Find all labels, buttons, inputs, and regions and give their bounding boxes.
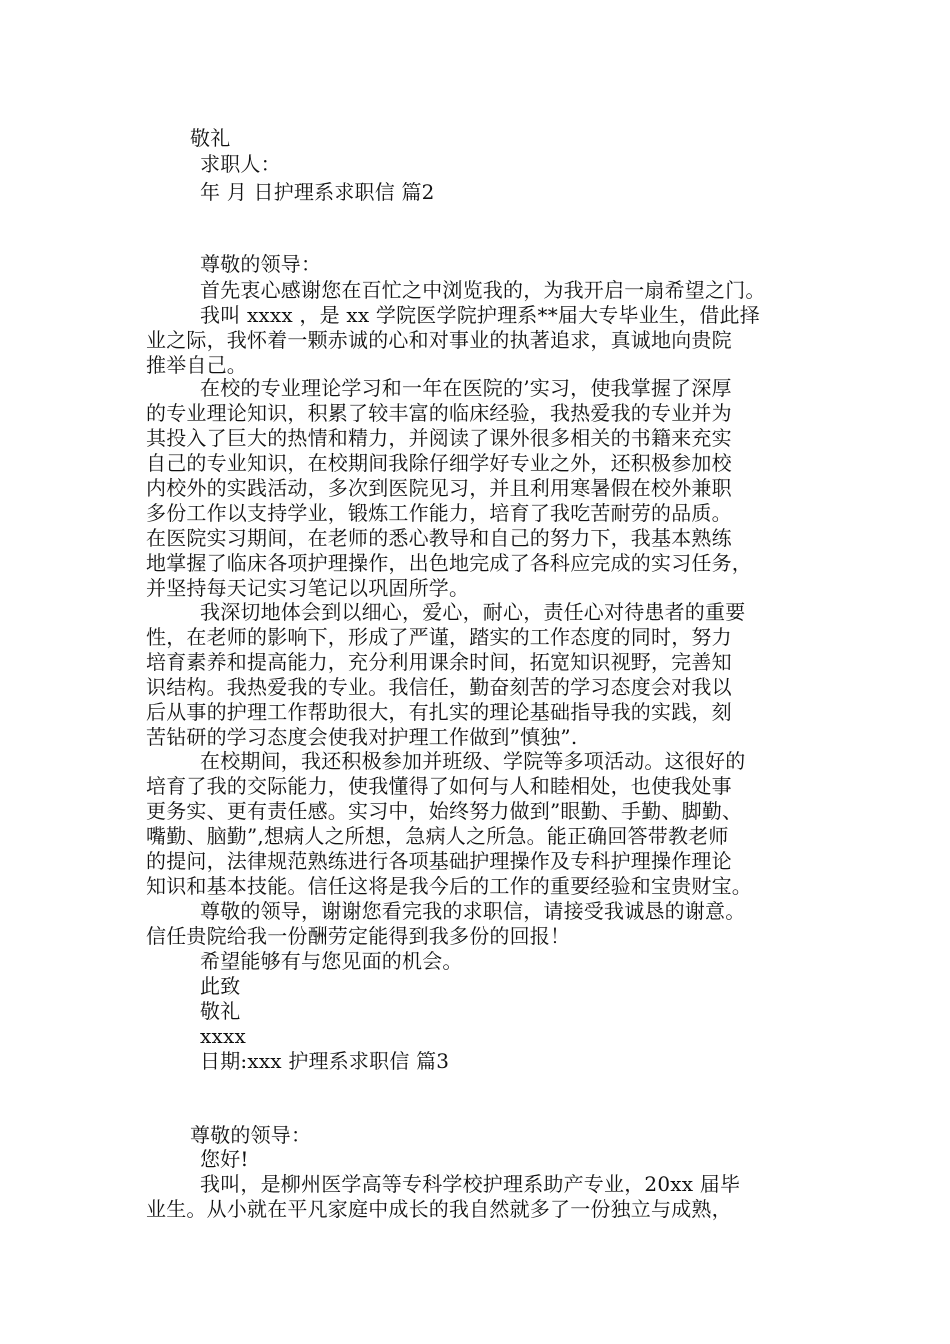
body-line: 在医院实习期间，在老师的悉心教导和自己的努力下，我基本熟练 [146,526,732,550]
body-line: 识结构。我热爱我的专业。我信任，勤奋刻苦的学习态度会对我以 [146,675,732,699]
body-line: 后从事的护理工作帮助很大，有扎实的理论基础指导我的实践，刻 [146,700,732,724]
body-line: 推举自己。 [146,353,247,377]
closing-line: 此致 [200,974,241,998]
body-line: 信任贵院给我一份酬劳定能得到我多份的回报！ [146,924,571,948]
body-line: 苦钻研的学习态度会使我对护理工作做到”慎独”. [146,725,578,749]
body-line: 的提问，法律规范熟练进行各项基础护理操作及专科护理操作理论 [146,849,732,873]
body-line: 在校期间，我还积极参加并班级、学院等多项活动。这很好的 [200,749,746,773]
body-line: 业之际，我怀着一颗赤诚的心和对事业的执著追求，真诚地向贵院 [146,328,732,352]
salutation-line: 尊敬的领导： [200,252,322,276]
body-line: 地掌握了临床各项护理操作，出色地完成了各科应完成的实习任务， [146,551,752,575]
applicant-signature-line: 求职人： [200,152,281,176]
closing-salute-line: 敬礼 [190,126,231,150]
body-line: 更务实、更有责任感。实习中，始终努力做到”眼勤、手勤、脚勤、 [146,799,743,823]
body-line: 自己的专业知识，在校期间我除仔细学好专业之外，还积极参加校 [146,451,732,475]
body-line: 培育素养和提高能力，充分利用课余时间，拓宽知识视野，完善知 [146,650,732,674]
body-line: 其投入了巨大的热情和精力，并阅读了课外很多相关的书籍来充实 [146,426,732,450]
closing-salute-line: 敬礼 [200,999,241,1023]
date-and-section-heading: 年 月 日护理系求职信 篇2 [200,180,435,204]
body-line: 在校的专业理论学习和一年在医院的’实习，使我掌握了深厚 [200,376,732,400]
greeting-line: 您好! [200,1147,249,1171]
body-line: 我深切地体会到以细心，爱心，耐心，责任心对待患者的重要 [200,600,746,624]
date-and-section-heading: 日期:xxx 护理系求职信 篇3 [200,1049,450,1073]
body-line: 业生。从小就在平凡家庭中成长的我自然就多了一份独立与成熟， [146,1197,732,1221]
body-line: 希望能够有与您见面的机会。 [200,949,463,973]
body-line: 我叫 xxxx ，是 xx 学院医学院护理系**届大专毕业生，借此择 [200,303,760,327]
body-line: 尊敬的领导，谢谢您看完我的求职信，请接受我诚恳的谢意。 [200,899,746,923]
body-line: 的专业理论知识，积累了较丰富的临床经验，我热爱我的专业并为 [146,401,732,425]
body-line: 内校外的实践活动，多次到医院见习，并且利用寒暑假在校外兼职 [146,476,732,500]
body-line: 性，在老师的影响下，形成了严谨，踏实的工作态度的同时，努力 [146,625,732,649]
body-line: 我叫，是柳州医学高等专科学校护理系助产专业，20xx 届毕 [200,1172,741,1196]
body-line: 并坚持每天记实习笔记以巩固所学。 [146,576,470,600]
body-line: 首先衷心感谢您在百忙之中浏览我的，为我开启一扇希望之门。 [200,278,766,302]
body-line: 培育了我的交际能力，使我懂得了如何与人和睦相处，也使我处事 [146,774,732,798]
body-line: 多份工作以支持学业，锻炼工作能力，培育了我吃苦耐劳的品质。 [146,501,732,525]
body-line: 知识和基本技能。信任这将是我今后的工作的重要经验和宝贵财宝。 [146,874,752,898]
salutation-line: 尊敬的领导： [190,1123,312,1147]
signature-line: xxxx [200,1024,246,1048]
body-line: 嘴勤、脑勤”,想病人之所想，急病人之所急。能正确回答带教老师 [146,824,729,848]
